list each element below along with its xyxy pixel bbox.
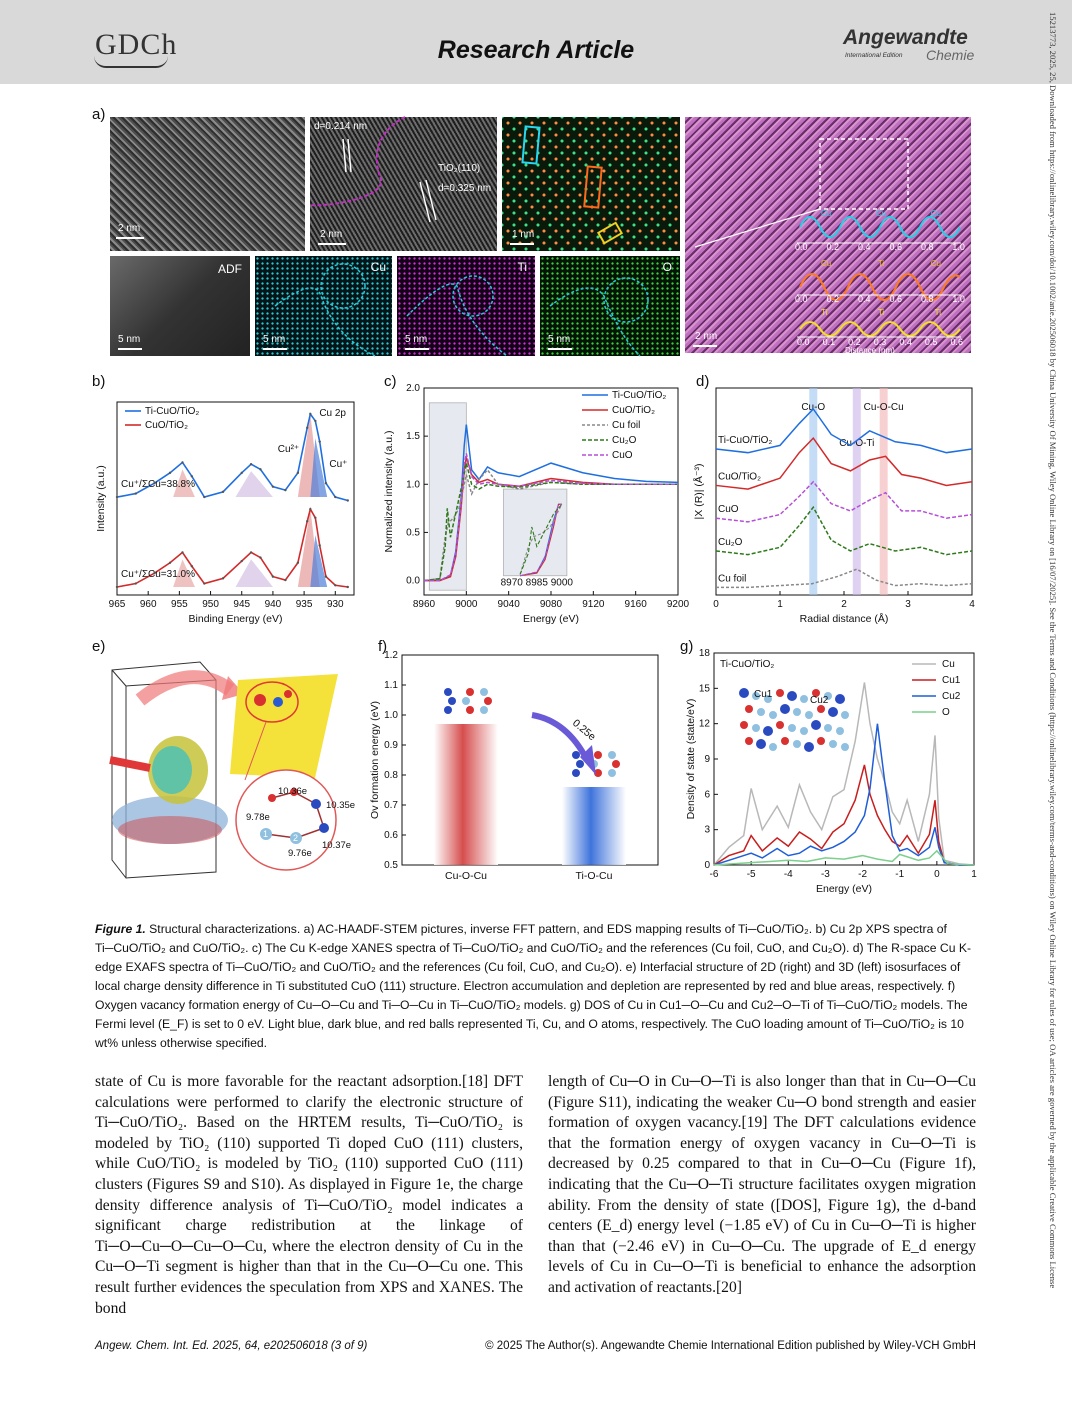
data-point [272,485,274,487]
y-axis-label: Intensity (a.u.) [95,465,107,532]
bar [562,787,626,865]
series-line [716,569,972,587]
x-tick-label: 0 [713,599,719,610]
y-tick-label: 0.7 [384,800,398,811]
data-point [284,579,286,581]
tick-label: 0.6 [889,242,902,252]
download-notice-text: 15213773, 2025, 25, Downloaded from https://onlinelibrary.wiley.com/doi/10.1002/anie.202506018 by China University Of Mining, Wiley Online Library on [16/07/2025]. See the Terms and Conditions (https://onlinelibrary.wiley.com/terms-and-conditions) on Wiley Online Library for rules of use; OA articles are governed by the applicable Creative Commons License [1048,12,1058,1289]
cluster-atom [466,706,474,714]
data-point [318,440,320,442]
x-axis-label: Energy (eV) [815,883,873,895]
charge-label: 9.78e [246,812,270,823]
data-point [334,496,336,498]
inverse-fft-image [502,117,680,251]
charge-density-illustration [100,650,370,890]
cluster-atom [484,697,492,705]
band-label: Cu-O-Cu [863,402,904,413]
chart-title: Ti-CuO/TiO₂ [720,659,775,670]
series-label: Cu₂O [718,536,743,548]
legend-label: Cu₂O [612,435,637,446]
profile-marks-mid [821,259,941,268]
journal-edition: International Edition [845,52,903,59]
data-point [284,489,286,491]
x-tick-label: 9080 [539,599,563,610]
data-point [203,496,205,498]
x-tick-label: 9120 [582,599,605,610]
x-tick-label: 1 [971,869,977,880]
cluster-atom [776,689,784,697]
cluster-atom [788,724,796,732]
d-spacing-2: d=0.325 nm [438,183,492,194]
series-line [714,851,974,865]
cluster-atom [841,743,849,751]
y-tick-label: 0 [704,860,710,871]
x-tick-label: Cu-O-Cu [444,870,488,882]
tick-label: 0.4 [857,242,871,252]
cluster-atom [780,704,790,714]
x-tick-label: 965 [108,599,126,610]
hrtem-profiles [685,117,971,353]
cluster-atom [752,724,760,732]
d-spacing-1: d=0.214 nm [314,121,368,132]
legend-label: Ti-CuO/TiO₂ [145,406,200,417]
y-axis-label: Normalized intensity (a.u.) [383,430,395,553]
eds-cu-map [255,256,392,356]
cluster-atom [466,688,474,696]
element-mark: Cu [821,209,832,218]
data-point [250,551,252,553]
inset-tick-label: 8970 [500,577,523,589]
x-tick-label: -4 [783,869,793,880]
publisher-logo: GDCh [95,28,178,61]
x-tick-label: 940 [264,599,282,610]
data-point [241,472,243,474]
tick-label: 0.1 [822,337,836,347]
cluster-atom [756,739,766,749]
panel-f-label: f) [378,638,388,655]
decrease-label: 0.25e [570,717,598,744]
data-point [191,565,193,567]
x-tick-label: 3 [905,599,911,610]
caption-text: Structural characterizations. a) AC-HAADF-STEM pictures, inverse FFT pattern, and EDS mapping results of Ti─CuO/TiO₂. b) Cu 2p XPS spectra of Ti─CuO/TiO₂ and CuO/TiO₂. c) The Cu K-edge XANES spectra of Ti─CuO/TiO₂ and CuO/TiO₂ and the references (Cu foil, CuO, and Cu₂O). d) The R-space Cu K-edge EXAFS spectra of Ti─CuO/TiO₂ and CuO/TiO₂ and the references (Cu foil, CuO, and Cu₂O). e) Interfacial structure of 2D (right) and 3D (left) isosurfaces of local charge density difference in Ti substituted CuO (111) structure. Electron accumulation and depletion are represented by red and blue areas, respectively. f) Oxygen vacancy formation energy of Cu─O─Cu and Ti─O─Cu in Ti─CuO/TiO₂ models. g) DOS of Cu in Cu1─O─Cu and Cu2─O─Ti of Ti─CuO/TiO₂ models. The Fermi level (E_F) is set to 0 eV. Light blue, dark blue, and red balls represented Ti, Cu, and O atoms, respectively. The CuO loading amount of Ti─CuO/TiO₂ is 10 wt% unless otherwise specified. [95,922,972,1050]
tick-label: 0.6 [950,337,963,347]
dos-chart [682,645,980,900]
cluster-atom [793,708,801,716]
profile-ticks-top [795,242,965,252]
element-mark: Ti [877,308,885,317]
cluster-atom [793,740,801,748]
series-label: Ti-CuO/TiO₂ [718,435,773,447]
data-point [181,461,183,463]
atom-number: 1 [263,829,269,839]
legend-label: Cu foil [612,420,641,431]
hrtem-image [685,117,971,353]
data-point [259,468,261,470]
y-tick-label: 1.1 [384,680,398,691]
x-tick-label: 1 [777,599,783,610]
cu2-annotation: Cu²⁺ [277,444,300,455]
legend-label: CuO/TiO₂ [145,420,188,431]
cluster-atom [444,706,452,714]
data-point [203,582,205,584]
chart-title: Cu 2p [319,408,346,419]
caption-label: Figure 1. [95,922,146,936]
tick-label: 0.2 [826,242,839,252]
cluster-atom [787,691,797,701]
body-left-text: state of Cu is more favorable for the reactant adsorption.[18] DFT calculations were performed to clarify the electronic structure of Ti─CuO/TiO₂. Based on the HRTEM results, Ti─CuO/TiO₂ is modeled by TiO₂ (110) supported Ti doped CuO (111) clusters, while CuO/TiO₂ is modeled by TiO₂ (110) supported CuO (111) clusters (Figures S9 and S10). As displayed in Figure 1e, the charge density difference analysis of Ti─CuO/TiO₂ model indicates a significant charge redistribution at the linkage of Ti─O─Cu─O─Cu─O─Cu, where the electron density of Cu in the Cu─O─Ti segment is higher than that in the Cu─O─Cu one. This result further evidences the speculation from XPS and XANES. The bond [95,1073,523,1317]
data-point [222,491,224,493]
charge-label: 10.36e [278,786,308,797]
data-point [135,582,137,584]
y-tick-label: 1.0 [384,710,398,721]
cluster-atom [763,726,773,736]
y-tick-label: 1.2 [384,650,398,661]
x-tick-label: 9040 [497,599,520,610]
cluster-atom [608,751,616,759]
cluster-atom [769,711,777,719]
x-tick-label: 955 [171,599,188,610]
cluster-atom [572,751,580,759]
cluster-atom [805,711,813,719]
profile-ticks-mid [795,294,965,304]
x-tick-label: -1 [895,869,905,880]
figure-caption [95,920,977,1053]
cluster-atom [740,721,748,729]
element-mark: Cu [821,259,832,268]
atom-number: 2 [293,833,299,843]
scale-label: 2 nm [118,223,141,234]
data-point [309,413,311,415]
eds-label: ADF [218,262,242,276]
eds-label: Cu [370,260,386,274]
tick-label: 0.2 [848,337,861,347]
article-type: Research Article [437,36,635,64]
ratio-annotation: Cu⁺/ΣCu=38.8% [121,479,195,491]
x-tick-label: 945 [233,599,251,610]
cluster-atom [757,708,765,716]
y-tick-label: 1.5 [406,431,420,443]
element-mark: Ti [877,259,885,268]
x-tick-label: -5 [746,869,756,880]
data-point [309,508,311,510]
cluster-atom [594,751,602,759]
y-tick-label: 3 [704,824,710,836]
x-tick-label: 8960 [412,599,436,610]
x-tick-label: -3 [820,869,830,880]
eds-ti-map [397,256,535,356]
cluster-atom [462,697,470,705]
element-mark: Cu [930,209,941,218]
cluster-atom [608,769,616,777]
data-point [181,551,183,553]
tick-label: 0.3 [873,337,887,347]
eds-adf-map [110,256,250,356]
profile-xlabel: Distance (nm) [845,346,895,355]
data-point [318,544,320,546]
y-tick-label: 12 [698,718,710,730]
legend-label: Ti-CuO/TiO₂ [612,390,667,401]
x-tick-label: 950 [202,599,219,610]
charge-label: 9.76e [288,848,312,859]
panel-d-label: d) [696,373,710,390]
series-line [716,482,972,522]
band-label: Cu-O [801,402,826,413]
data-point [169,472,171,474]
copyright-footer: © 2025 The Author(s). Angewandte Chemie International Edition published by Wiley-VCH GmbH [485,1340,976,1352]
y-tick-label: 0.5 [384,860,398,871]
cluster-atom [781,737,789,745]
data-point [250,463,252,465]
cluster-atom [800,695,808,703]
legend-label: Cu1 [942,675,961,686]
cluster-atom [448,697,456,705]
cluster-atom [769,743,777,751]
journal-chem: Chemie [926,47,975,63]
charge-label: 10.35e [326,800,356,811]
y-tick-label: 6 [704,789,710,801]
x-tick-label: 9200 [666,599,690,610]
xps-chart [92,380,362,630]
legend-label: O [942,707,950,718]
haadf-image-2 [310,117,497,251]
tick-label: 0.4 [899,337,912,347]
tick-label: 0.8 [920,294,934,304]
y-axis-label: Density of state (state/eV) [685,698,697,820]
y-tick-label: 9 [704,754,710,765]
y-tick-label: 0.5 [406,527,420,539]
scale-label: 2 nm [695,331,718,342]
download-notice [1040,12,1060,1402]
data-point [259,556,261,558]
peak-band [880,388,888,595]
plot-frame [716,388,972,595]
bar [434,724,498,865]
tick-label: 0.0 [795,294,808,304]
legend-label: Cu [942,659,955,670]
x-tick-label: Ti-O-Cu [575,870,613,882]
data-point [334,584,336,586]
legend-label: Cu2 [942,691,961,702]
legend-label: CuO [612,450,633,461]
tick-label: 0.4 [857,294,871,304]
eds-label: O [662,260,672,274]
data-point [222,577,224,579]
ratio-annotation: Cu⁺/ΣCu=31.0% [121,569,195,580]
data-point [272,575,274,577]
body-right-column [548,1072,976,1299]
citation-footer: Angew. Chem. Int. Ed. 2025, 64, e202506018 (3 of 9) [95,1340,368,1352]
scale-label: 5 nm [263,334,286,345]
haadf-image-1 [110,117,305,251]
inset-tick-label: 9000 [550,577,573,589]
element-mark: Ti [934,308,941,317]
y-tick-label: 2.0 [406,383,420,394]
x-tick-label: 930 [326,599,344,610]
series-line [714,765,974,865]
xanes-chart [380,380,690,630]
peak-band [853,388,861,595]
data-point [347,586,349,588]
cluster-atom [612,760,620,768]
series-label: Cu foil [718,573,747,585]
eds-label: Ti [517,260,527,274]
element-mark: Ti [821,308,828,317]
x-tick-label: 4 [969,599,975,610]
data-point [306,427,308,429]
body-left-column [95,1072,523,1319]
data-point [347,499,349,501]
profile-marks-bot [821,308,941,317]
cluster-atom [800,727,808,735]
tick-label: 0.5 [924,337,938,347]
data-point [135,492,137,494]
cu1-annotation: Cu⁺ [329,459,348,470]
eds-o-map [540,256,680,356]
data-point [116,496,118,498]
tick-label: 1.0 [952,242,965,252]
element-mark: Cu [875,209,887,218]
x-tick-label: -6 [709,869,719,880]
series-label: CuO/TiO₂ [718,471,761,483]
cluster-atom [745,737,753,745]
scale-label: 2 nm [320,229,343,240]
tick-label: 0.0 [797,337,810,347]
cluster-atom [841,711,849,719]
cluster-atom [836,727,844,735]
tick-label: 1.0 [952,294,965,304]
y-axis-label: Ov formation energy (eV) [369,701,381,819]
cluster-atom [576,760,584,768]
y-tick-label: 0.8 [384,770,398,781]
tio2-label: TiO₂(110) [438,163,481,174]
plot-frame [714,653,974,865]
cluster-atom [828,707,838,717]
y-tick-label: 0.6 [384,830,398,841]
x-tick-label: 935 [295,599,313,610]
x-tick-label: 9160 [624,599,647,610]
cluster-atom [824,724,832,732]
data-point [191,475,193,477]
tick-label: 0.0 [795,242,808,252]
data-point [297,472,299,474]
data-point [116,586,118,588]
cluster-atom [817,737,825,745]
y-tick-label: 18 [698,648,710,659]
cluster-atom [776,721,784,729]
x-axis-label: Binding Energy (eV) [188,613,283,625]
cluster-atom [480,688,488,696]
x-axis-label: Energy (eV) [522,613,580,625]
x-tick-label: 2 [841,599,847,610]
atom-label: Cu2 [810,695,829,706]
scale-label: 5 nm [118,334,141,345]
journal-name: Angewandte [843,26,968,49]
series-line [716,507,972,554]
exafs-chart [690,380,980,630]
cluster-atom [811,720,821,730]
cluster-atom [804,742,814,752]
cluster-atom [739,688,749,698]
element-mark: Cu [930,259,941,268]
cluster-atom [829,740,837,748]
legend-label: CuO/TiO₂ [612,405,655,416]
scale-label: 5 nm [548,334,571,345]
data-point [169,562,171,564]
panel-g-label: g) [680,638,694,655]
charge-label: 10.37e [322,840,352,851]
inset-frame [503,489,567,576]
cluster-atom [572,769,580,777]
tick-label: 0.2 [826,294,839,304]
cluster-atom [745,705,753,713]
data-point [297,562,299,564]
band-label: Cu-O-Ti [839,438,875,449]
panel-a-label: a) [92,106,106,123]
ov-formation-chart [366,645,668,895]
x-tick-label: 9000 [455,599,478,610]
peak-band [809,388,817,595]
tick-label: 0.8 [920,242,934,252]
scale-label: 5 nm [405,334,428,345]
satellite-area [236,559,273,587]
atom-label: Cu1 [754,689,773,700]
satellite-area [236,471,273,497]
tick-label: 0.6 [889,294,902,304]
inset-tick-label: 8985 [525,577,548,589]
data-point [306,520,308,522]
cluster-atom [480,706,488,714]
cluster-atom [835,694,845,704]
x-axis-label: Radial distance (Å) [799,613,889,625]
body-right-text: length of Cu─O in Cu─O─Ti is also longer than that in Cu─O─Cu (Figure S11), indicating the weaker Cu─O bond strength and easier formation of oxygen vacancy.[19] The DFT calculations evidence that the formation energy of oxygen vacancy in Cu─O─Ti is decreased by 0.25 compared to that in Cu─O─Cu (Figure 1f), indicating that the Cu─O─Ti structure facilitates oxygen migration ability. From the density of state ([DOS], Figure 1g), the d-band centers (E_d) energy level (−1.85 eV) of Cu in Cu─O─Ti is higher than that (−2.46 eV) in Cu─O─Cu. The upgrade of E_d energy levels of Cu in Cu─O─Ti is beneficial to enhance the adsorption and activation of reactants.[20] [548,1073,976,1296]
panel-b-label: b) [92,373,106,390]
y-axis-label: |X (R)| (Å⁻³) [693,463,705,520]
data-point [314,420,316,422]
profile-marks-top [821,209,941,218]
y-tick-label: 15 [698,683,710,695]
data-point [314,517,316,519]
y-tick-label: 0.9 [384,740,398,751]
y-tick-label: 0.0 [406,575,420,587]
data-point [325,575,327,577]
series-label: CuO [718,504,739,516]
panel-e-label: e) [92,638,106,655]
y-tick-label: 1.0 [406,479,420,491]
cluster-atom [444,688,452,696]
x-tick-label: 960 [139,599,157,610]
panel-c-label: c) [384,373,397,390]
scale-label: 1 nm [512,229,535,240]
x-tick-label: -2 [858,869,868,880]
data-point [241,560,243,562]
data-point [325,482,327,484]
x-tick-label: 0 [934,869,940,880]
cluster-atom [817,705,825,713]
